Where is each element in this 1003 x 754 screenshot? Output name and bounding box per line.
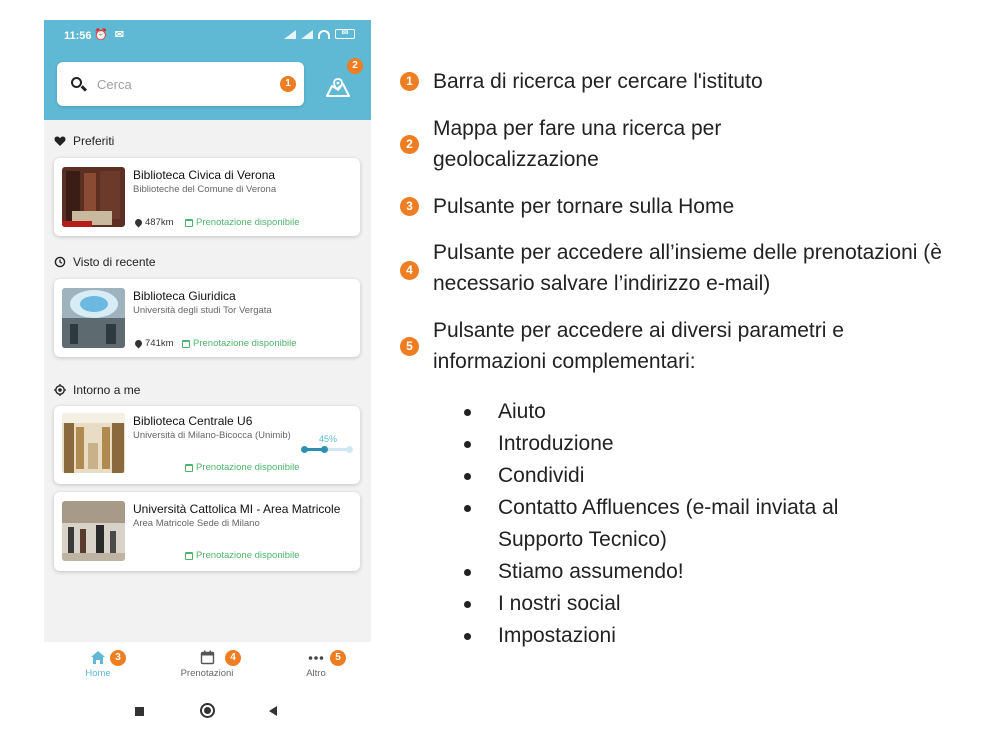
legend-badge: 5 [400, 337, 419, 356]
section-recent [54, 255, 156, 269]
history-icon [54, 256, 66, 268]
section-favorites [54, 134, 114, 148]
tab-prenotazioni[interactable] [162, 650, 252, 679]
list-item: Aiuto [460, 396, 920, 428]
home-system-button[interactable] [200, 703, 215, 718]
distance-value: 487km [145, 217, 174, 228]
battery-icon: 88 [335, 29, 355, 39]
occupancy-percent: 45% [319, 434, 338, 444]
card-title: Biblioteca Civica di Verona [133, 168, 276, 182]
legend-text: Pulsante per tornare sulla Home [433, 195, 735, 218]
callout-badge-2: 2 [347, 58, 363, 74]
map-icon [325, 78, 351, 98]
callout-badge-5: 5 [330, 650, 346, 666]
home-icon [53, 650, 143, 666]
calendar-icon [185, 552, 193, 560]
callout-badge-1: 1 [280, 76, 296, 92]
tab-home[interactable] [53, 650, 143, 679]
card-subtitle: Università di Milano-Bicocca (Unimib) [133, 430, 291, 441]
list-item: Stiamo assumendo! [460, 556, 920, 588]
availability-label: Prenotazione disponibile [196, 217, 300, 228]
legend-text: Pulsante per accedere ai diversi parametri e informazioni complementari: [433, 319, 844, 373]
distance-value: 741km [145, 338, 174, 349]
legend-text: Barra di ricerca per cercare l'istituto [433, 70, 763, 93]
library-card[interactable] [54, 279, 360, 357]
phone-screen [44, 20, 371, 734]
list-item: Condividi [460, 460, 920, 492]
library-photo [62, 413, 125, 473]
location-pin-icon [134, 339, 144, 349]
status-time: 11:56 [64, 30, 92, 42]
card-subtitle: Area Matricole Sede di Milano [133, 518, 260, 529]
availability [185, 462, 300, 473]
availability-label: Prenotazione disponibile [196, 462, 300, 473]
legend-badge: 4 [400, 261, 419, 280]
availability-label: Prenotazione disponibile [196, 550, 300, 561]
library-card[interactable] [54, 492, 360, 571]
card-title: Biblioteca Giuridica [133, 289, 236, 303]
heart-icon [54, 135, 66, 147]
occupancy-dot-start [301, 446, 308, 453]
list-item: Contatto Affluences (e-mail inviata al Supporto Tecnico) [460, 492, 900, 556]
library-photo [62, 501, 125, 561]
search-input[interactable] [97, 74, 257, 94]
legend-badge: 2 [400, 135, 419, 154]
content-area [44, 120, 371, 642]
tab-home-label: Home [85, 668, 111, 679]
notification-icons: ⏰ ✉ [94, 29, 126, 41]
library-card[interactable] [54, 406, 360, 484]
system-nav-bar [44, 692, 371, 734]
tab-altro[interactable] [271, 650, 361, 679]
status-bar [44, 20, 371, 50]
legend-text: Mappa per fare una ricerca per geolocalizzazione [433, 117, 722, 171]
options-list [460, 396, 920, 652]
section-nearby-label: Intorno a me [73, 383, 141, 397]
back-button[interactable] [269, 706, 277, 716]
occupancy-dot-current [321, 446, 328, 453]
location-pin-icon [134, 218, 144, 228]
card-title: Biblioteca Centrale U6 [133, 414, 253, 428]
list-item: I nostri social [460, 588, 920, 620]
library-photo [62, 288, 125, 348]
list-item: Introduzione [460, 428, 920, 460]
card-subtitle: Biblioteche del Comune di Verona [133, 184, 277, 195]
legend-badge: 1 [400, 72, 419, 91]
library-card[interactable] [54, 158, 360, 236]
availability [185, 217, 300, 228]
availability [185, 550, 300, 561]
signal-icon [284, 30, 296, 39]
signal-icon-2 [301, 30, 313, 39]
card-title: Università Cattolica MI - Area Matricole [133, 502, 341, 516]
section-nearby [54, 383, 140, 397]
search-bar[interactable] [57, 62, 304, 106]
recents-button[interactable] [135, 707, 144, 716]
availability-label: Prenotazione disponibile [193, 338, 297, 349]
card-subtitle: Università degli studi Tor Vergata [133, 305, 272, 316]
tab-altro-label: Altro [306, 668, 326, 679]
distance [135, 217, 174, 228]
occupancy-bar [304, 448, 350, 451]
calendar-icon [185, 219, 193, 227]
library-photo [62, 167, 125, 227]
calendar-icon [182, 340, 190, 348]
distance [135, 338, 174, 349]
status-right [284, 29, 355, 39]
crosshair-icon [54, 384, 66, 396]
availability [182, 338, 297, 349]
bottom-tab-bar [44, 642, 371, 690]
section-favorites-label: Preferiti [73, 134, 115, 148]
more-dots-icon [271, 650, 361, 666]
app-header [44, 20, 371, 120]
map-button[interactable] [321, 70, 355, 104]
legend-badge: 3 [400, 197, 419, 216]
list-item: Impostazioni [460, 620, 920, 652]
callout-badge-3: 3 [110, 650, 126, 666]
search-icon [71, 77, 82, 88]
callout-badge-4: 4 [225, 650, 241, 666]
occupancy-dot-end [346, 446, 353, 453]
section-recent-label: Visto di recente [73, 255, 156, 269]
calendar-icon [185, 464, 193, 472]
tab-prenotazioni-label: Prenotazioni [180, 668, 234, 679]
legend-text: Pulsante per accedere all’insieme delle prenotazioni (è necessario salvare l’indirizzo e-mail) [433, 241, 942, 295]
wifi-icon [318, 30, 330, 39]
